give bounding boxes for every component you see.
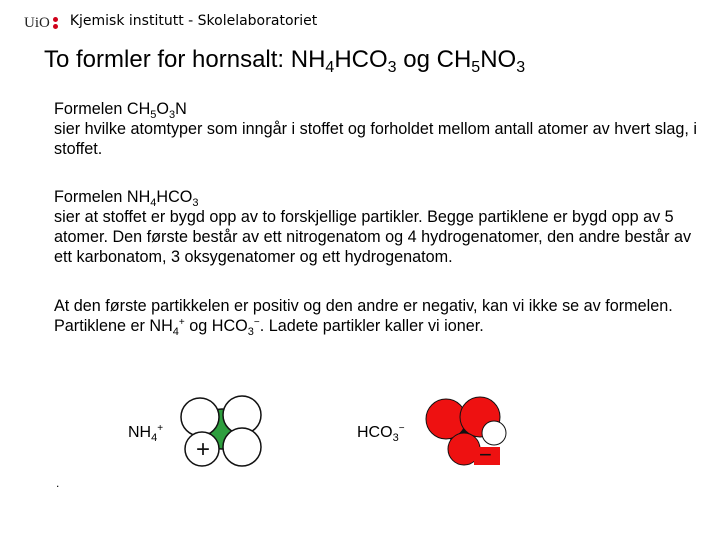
paragraph-ionic-formula [54,187,704,267]
minus-charge-icon: − [479,442,492,467]
bicarbonate-label: $HCO_3^-$ [357,423,405,444]
paragraph-text: sier at stoffet er bygd opp av to forskjellige partikler. Begge partiklene er bygd opp av 5 atomer. Den første består av ett nitrogenatom og 4 hydrogenatomer, den andre består av ett karbonatom, 3 oksygenatomer og ett hydrogenatom. [54,208,692,266]
slide-title: To formler for hornsalt: $NH_4HCO_3$ og $CH_5NO_3$ [44,46,526,76]
hydrogen-atom [223,428,261,466]
plus-charge-icon: + [196,436,211,463]
stray-mark: . [56,476,60,490]
paragraph-heading: Formelen $CH_5O_3N$ [54,100,187,121]
paragraph-ions: At den første partikkelen er positiv og den andre er negativ, kan vi ikke se av formelen. Partiklene er $NH_4^+$ og $HCO_3^-$. Ladete partikler kaller vi ioner. [54,297,673,338]
uio-logo [24,15,58,32]
paragraph-empirical-formula [54,99,704,159]
slide-header [24,8,317,34]
paragraph-text: sier hvilke atomtyper som inngår i stoffet og forholdet mellom antall atomer av hvert slag, i stoffet. [54,120,697,158]
hydrogen-atom [181,398,219,436]
paragraph-heading: Formelen $NH_4HCO_3$ [54,188,199,209]
institute-name: Kjemisk institutt - Skolelaboratoriet [69,13,318,29]
ammonium-molecule-model [176,395,268,467]
bicarbonate-molecule-model [420,395,512,467]
logo-dots-icon [53,16,58,30]
ammonium-label: $NH_4^+$ [128,423,164,444]
logo-text: UiO [24,14,50,31]
